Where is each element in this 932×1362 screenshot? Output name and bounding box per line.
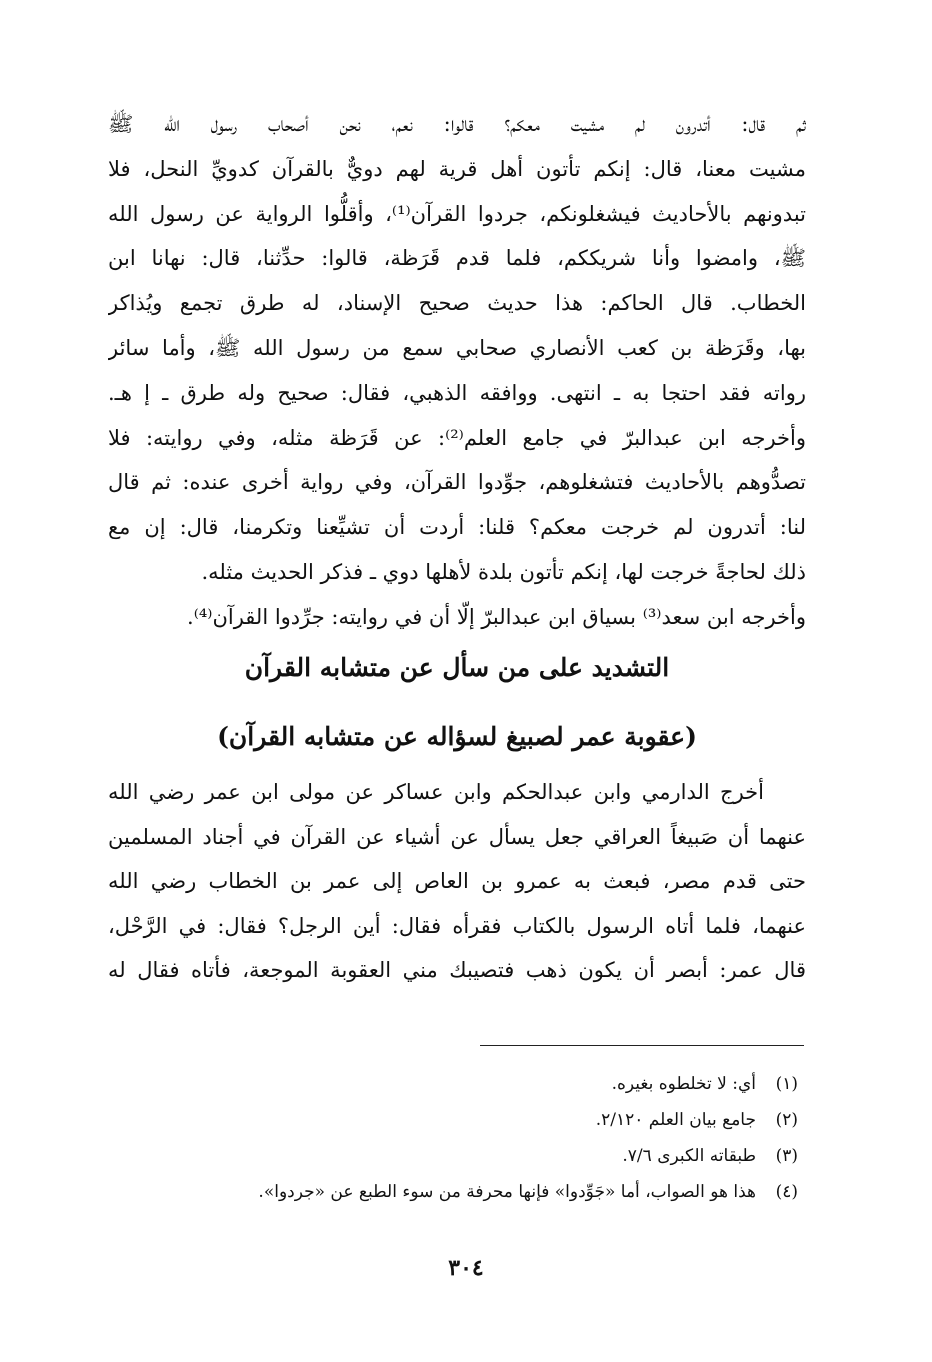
- body-line: تبدونهم بالأحاديث فيشغلونكم، جردوا القرآن⁽¹⁾، وأقلُّوا الرواية عن رسول الله: [108, 201, 806, 226]
- footnote-text: هذا هو الصواب، أما «جَوِّدوا» فإنها محرفة من سوء الطبع عن «جردوا».: [258, 1182, 756, 1202]
- footnote-text: جامع بيان العلم ٢/١٢٠.: [595, 1110, 756, 1130]
- body-line: وأخرجه ابن عبدالبرّ في جامع العلم⁽²⁾: عن قَرَظة مثله، وفي روايته: فلا: [108, 425, 806, 450]
- page-number: ٣٠٤: [448, 1255, 484, 1281]
- section-line: حتى قدم مصر، فبعث به عمرو بن العاص إلى عمر بن الخطاب رضي الله: [108, 869, 806, 893]
- footnote-text: أي: لا تخلطوه بغيره.: [611, 1074, 756, 1094]
- footnote-number: (١): [775, 1074, 798, 1094]
- footnote-number: (٣): [775, 1146, 798, 1166]
- body-line: مشيت معنا، قال: إنكم تأتون أهل قرية لهم دويٌّ بالقرآن كدويِّ النحل، فلا: [108, 156, 806, 181]
- footnote-text: طبقاته الكبرى ٧/٦.: [622, 1146, 756, 1166]
- footnote-number: (٢): [775, 1110, 798, 1130]
- footnote-item: [108, 1102, 806, 1138]
- body-line: ﷺ، وامضوا وأنا شريككم، فلما قدم قَرَظة، قالوا: حدِّثنا، قال: نهانا ابن: [108, 246, 806, 271]
- footnote-number: (٤): [775, 1182, 798, 1202]
- footnote-divider: [480, 1045, 804, 1046]
- section-line: قال عمر: أبصر أن يكون ذهب فتصيبك مني العقوبة الموجعة، فأتاه فقال له: [108, 958, 806, 982]
- body-paragraph: [108, 102, 806, 640]
- footnote-item: [108, 1174, 806, 1210]
- footnotes: [108, 1066, 806, 1210]
- body-line: الخطاب. قال الحاكم: هذا حديث صحيح الإسناد، له طرق تجمع ويُذاكر: [108, 291, 806, 316]
- section-line: عنهما أن صَبيغاً العراقي جعل يسأل عن أشياء عن القرآن في أجناد المسلمين: [108, 824, 806, 849]
- section-paragraph: [108, 770, 806, 993]
- section-line: عنهما، فلما أتاه الرسول بالكتاب فقرأه فقال: أين الرجل؟ فقال: في الرَّحْل،: [108, 913, 806, 938]
- section-line: أخرج الدارمي وابن عبدالحكم وابن عساكر عن مولى ابن عمر رضي الله: [108, 780, 764, 804]
- body-line: بها، وقَرَظة بن كعب الأنصاري صحابي سمع من رسول الله ﷺ، وأما سائر: [108, 335, 806, 360]
- section-subheading: (عقوبة عمر لصبيغ لسؤاله عن متشابه القرآن): [217, 722, 697, 751]
- body-line: رواته فقد احتجا به ـ انتهى. ووافقه الذهبي، فقال: صحيح وله طرق ـ إ هـ.: [108, 380, 806, 405]
- section-heading: التشديد على من سأل عن متشابه القرآن: [244, 653, 670, 682]
- body-line: ذلك لحاجةً خرجت لها، إنكم تأتون بلدة لأهلها دوي ـ فذكر الحديث مثله.: [201, 559, 806, 584]
- footnote-item: [108, 1138, 806, 1174]
- body-line: وأخرجه ابن سعد⁽³⁾ بسياق ابن عبدالبرّ إلّا أن في روايته: جرِّدوا القرآن⁽⁴⁾.: [187, 604, 806, 629]
- body-line: تصدُّوهم بالأحاديث فتشغلوهم، جوِّدوا القرآن، وفي رواية أخرى عنده: ثم قال: [108, 470, 806, 495]
- body-line: ثم قال: أتدرون لم مشيت معكم؟ قالوا: نعم، نحن أصحاب رسول الله ﷺ: [108, 112, 806, 136]
- body-line: لنا: أتدرون لم خرجت معكم؟ قلنا: أردت أن تشيِّعنا وتكرمنا، قال: إن مع: [108, 515, 806, 540]
- footnote-item: [108, 1066, 806, 1102]
